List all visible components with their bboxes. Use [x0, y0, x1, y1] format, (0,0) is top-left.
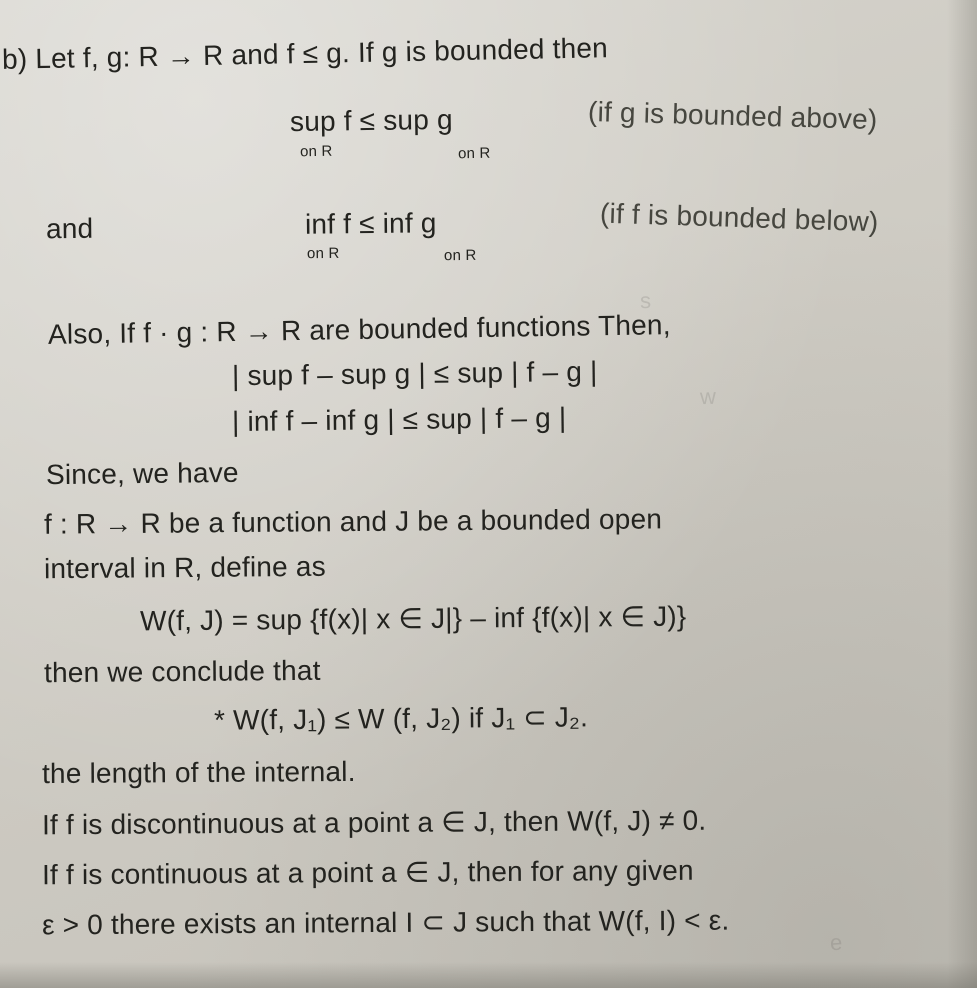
- text-line-also: Also, If f · g : R → R are bounded functions Then,: [47, 309, 671, 350]
- ghost-mark: w: [699, 383, 717, 410]
- page-edge-shadow-right: [947, 0, 977, 988]
- text-line-length: the length of the internal.: [41, 755, 356, 790]
- ghost-mark: s: [639, 287, 652, 314]
- text-sub-onr-3: on R: [306, 244, 340, 263]
- text-and: and: [45, 212, 94, 245]
- text-line-inf-abs: | inf f – inf g | ≤ sup | f – g |: [231, 401, 567, 438]
- text-line-w-monotone: * W(f, J₁) ≤ W (f, J₂) if J₁ ⊂ J₂.: [213, 701, 589, 736]
- text-line-conclude: then we conclude that: [43, 654, 321, 689]
- text-line-since: Since, we have: [45, 456, 239, 491]
- text-line-sup-inequality: sup f ≤ sup g: [289, 103, 453, 138]
- text-line-epsilon: ε > 0 there exists an internal I ⊂ J such that W(f, I) < ε.: [41, 904, 730, 941]
- text-note-sup-bounded-above: (if g is bounded above): [587, 95, 878, 136]
- text-sub-onr-2: on R: [457, 144, 491, 163]
- text-line-inf-inequality: inf f ≤ inf g: [304, 207, 437, 240]
- text-line-sup-abs: | sup f – sup g | ≤ sup | f – g |: [231, 355, 598, 392]
- text-note-inf-bounded-below: (if f is bounded below): [599, 197, 879, 238]
- text-line-interval: interval in R, define as: [43, 550, 326, 585]
- text-line-1: b) Let f, g: R → R and f ≤ g. If g is bounded then: [1, 32, 609, 75]
- text-line-discontinuous: If f is discontinuous at a point a ∈ J, then W(f, J) ≠ 0.: [41, 804, 707, 841]
- text-sub-onr-1: on R: [299, 142, 333, 161]
- text-sub-onr-4: on R: [443, 246, 477, 265]
- page-edge-shadow-bottom: [0, 962, 977, 988]
- text-line-w-definition: W(f, J) = sup {f(x)| x ∈ J|} – inf {f(x)| x ∈ J)}: [139, 600, 687, 637]
- text-line-continuous: If f is continuous at a point a ∈ J, then for any given: [41, 854, 694, 891]
- text-line-function-def: f : R → R be a function and J be a bounded open: [43, 503, 663, 540]
- ghost-mark: e: [829, 929, 843, 956]
